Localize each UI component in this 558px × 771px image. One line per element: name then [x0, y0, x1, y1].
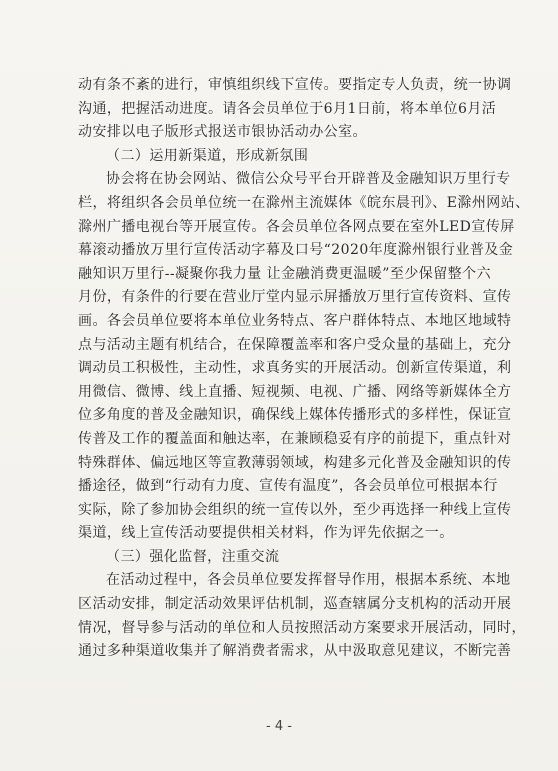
page-number: - 4 - — [266, 719, 292, 734]
body-line: 情况，督导参与活动的单位和人员按照活动方案要求开展活动，同时， — [78, 619, 526, 636]
document-body — [78, 74, 530, 664]
body-line: 区活动安排，制定活动效果评估机制，巡查辖属分支机构的活动开展 — [78, 596, 512, 613]
body-line: 协会将在协会网站、微信公众号平台开辟普及金融知识万里行专 — [106, 171, 511, 188]
body-line: 位多角度的普及金融知识，确保线上媒体传播形式的多样性，保证宣 — [78, 407, 512, 424]
body-line: 月份，有条件的行要在营业厅堂内显示屏播放万里行宣传资料、宣传 — [78, 289, 512, 306]
body-line: 融知识万里行--凝聚你我力量 让金融消费更温暖”至少保留整个六 — [78, 265, 492, 282]
body-line: 幕滚动播放万里行宣传活动字幕及口号“2020年度滁州银行业普及金 — [78, 242, 514, 259]
body-line: 动安排以电子版形式报送市银协活动办公室。 — [78, 124, 367, 141]
body-line: 点与活动主题有机结合，在保障覆盖率和客户受众量的基础上，充分 — [78, 336, 512, 353]
body-line: 滁州广播电视台等开展宣传。各会员单位各网点要在室外LED宣传屏 — [78, 218, 515, 235]
body-line: 在活动过程中，各会员单位要发挥督导作用，根据本系统、本地 — [106, 572, 511, 589]
body-line: 特殊群体、偏远地区等宣教薄弱领域，构建多元化普及金融知识的传 — [78, 454, 512, 471]
body-line: 通过多种渠道收集并了解消费者需求，从中汲取意见建议，不断完善 — [78, 643, 512, 660]
body-line: 调动员工积极性，主动性，求真务实的开展活动。创新宣传渠道，利 — [78, 360, 512, 377]
body-line: 沟通，把握活动进度。请各会员单位于6月1日前，将本单位6月活 — [78, 100, 497, 117]
body-line: 栏，将组织各会员单位统一在滁州主流媒体《皖东晨刊》、E滁州网站、 — [78, 194, 530, 211]
body-line: 播途径，做到“行动有力度、宣传有温度”，各会员单位可根据本行 — [78, 478, 498, 495]
section-heading-3: （三）强化监督，注重交流 — [106, 548, 280, 565]
section-heading-2: （二）运用新渠道，形成新氛围 — [106, 147, 309, 164]
body-line: 渠道，线上宣传活动要提供相关材料，作为评先依据之一。 — [78, 525, 454, 542]
body-line: 实际，除了参加协会组织的统一宣传以外，至少再选择一种线上宣传 — [78, 501, 512, 518]
body-line: 用微信、微博、线上直播、短视频、电视、广播、网络等新媒体全方 — [78, 383, 512, 400]
body-line: 动有条不紊的进行，审慎组织线下宣传。要指定专人负责，统一协调 — [78, 77, 512, 93]
body-line: 画。各会员单位要将本单位业务特点、客户群体特点、本地区地域特 — [78, 312, 512, 329]
body-line: 传普及工作的覆盖面和触达率，在兼顾稳妥有序的前提下，重点针对 — [78, 430, 512, 447]
